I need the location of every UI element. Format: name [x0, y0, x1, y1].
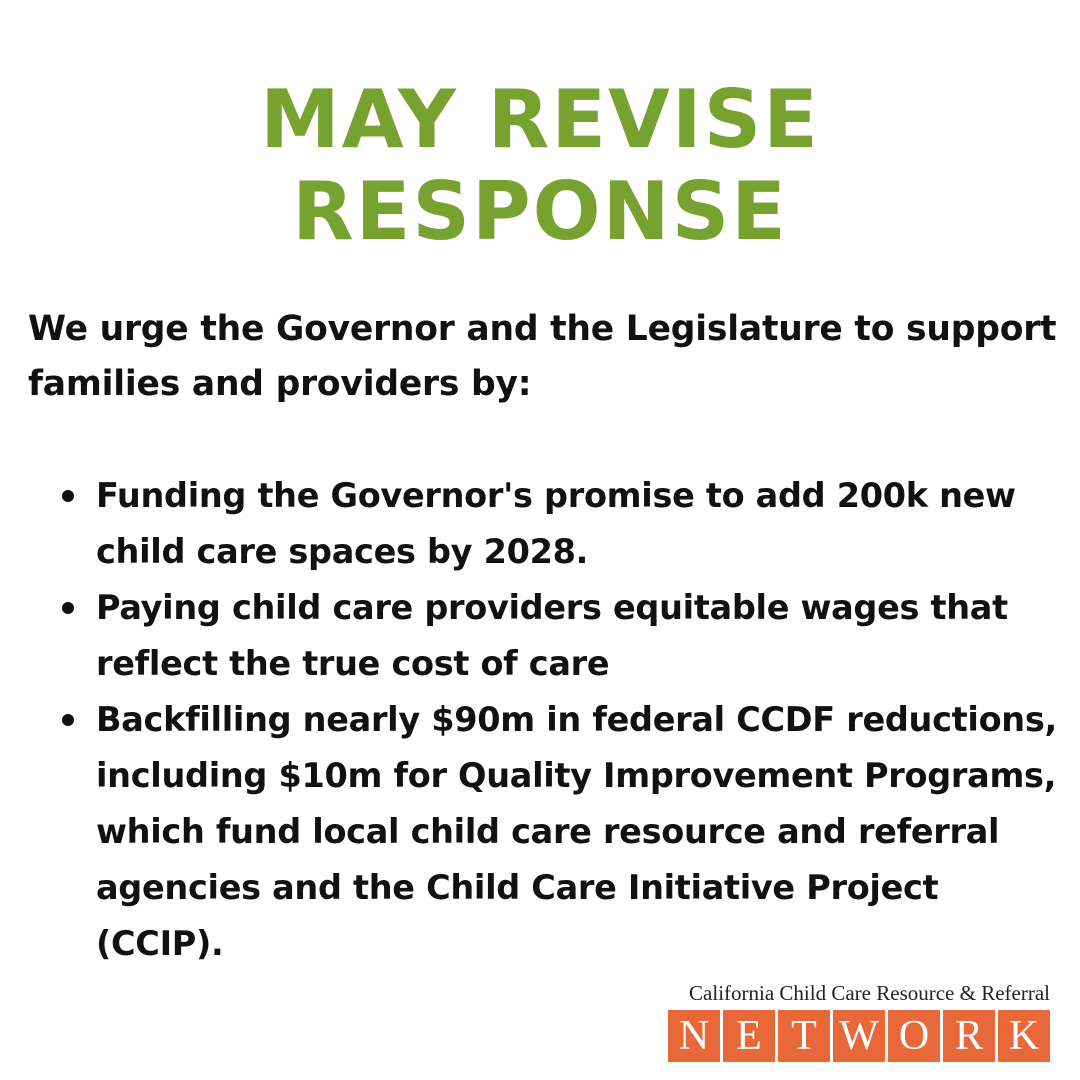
list-item [0, 468, 1080, 580]
page-title [0, 74, 1080, 258]
bullet-list [0, 468, 1080, 972]
list-item [0, 580, 1080, 692]
network-logo [668, 980, 1050, 1062]
bullet-icon [62, 490, 74, 502]
logo-letter: N [668, 1010, 720, 1062]
logo-org-name: California Child Care Resource & Referral [689, 981, 1050, 1005]
bullet-icon [62, 602, 74, 614]
list-item-text: Funding the Governor's promise to add 200k new child care spaces by 2028. [96, 476, 1016, 571]
list-item-text: Backfilling nearly $90m in federal CCDF reductions, including $10m for Quality Improvement Programs, which fund local child care resource and referral agencies and the Child Care Initiative Project (CCIP). [96, 700, 1057, 963]
title-line-1: MAY REVISE [260, 73, 820, 166]
logo-letter: K [998, 1010, 1050, 1062]
title-line-2: RESPONSE [292, 165, 788, 258]
list-item [0, 692, 1080, 972]
logo-letter: W [833, 1010, 885, 1062]
list-item-text: Paying child care providers equitable wages that reflect the true cost of care [96, 588, 1008, 683]
logo-letter: T [778, 1010, 830, 1062]
intro-text: We urge the Governor and the Legislature to support families and providers by: [28, 309, 1057, 404]
logo-letter: R [943, 1010, 995, 1062]
logo-letter: E [723, 1010, 775, 1062]
logo-network-bar [668, 1010, 1050, 1062]
bullet-icon [62, 714, 74, 726]
logo-letter: O [888, 1010, 940, 1062]
